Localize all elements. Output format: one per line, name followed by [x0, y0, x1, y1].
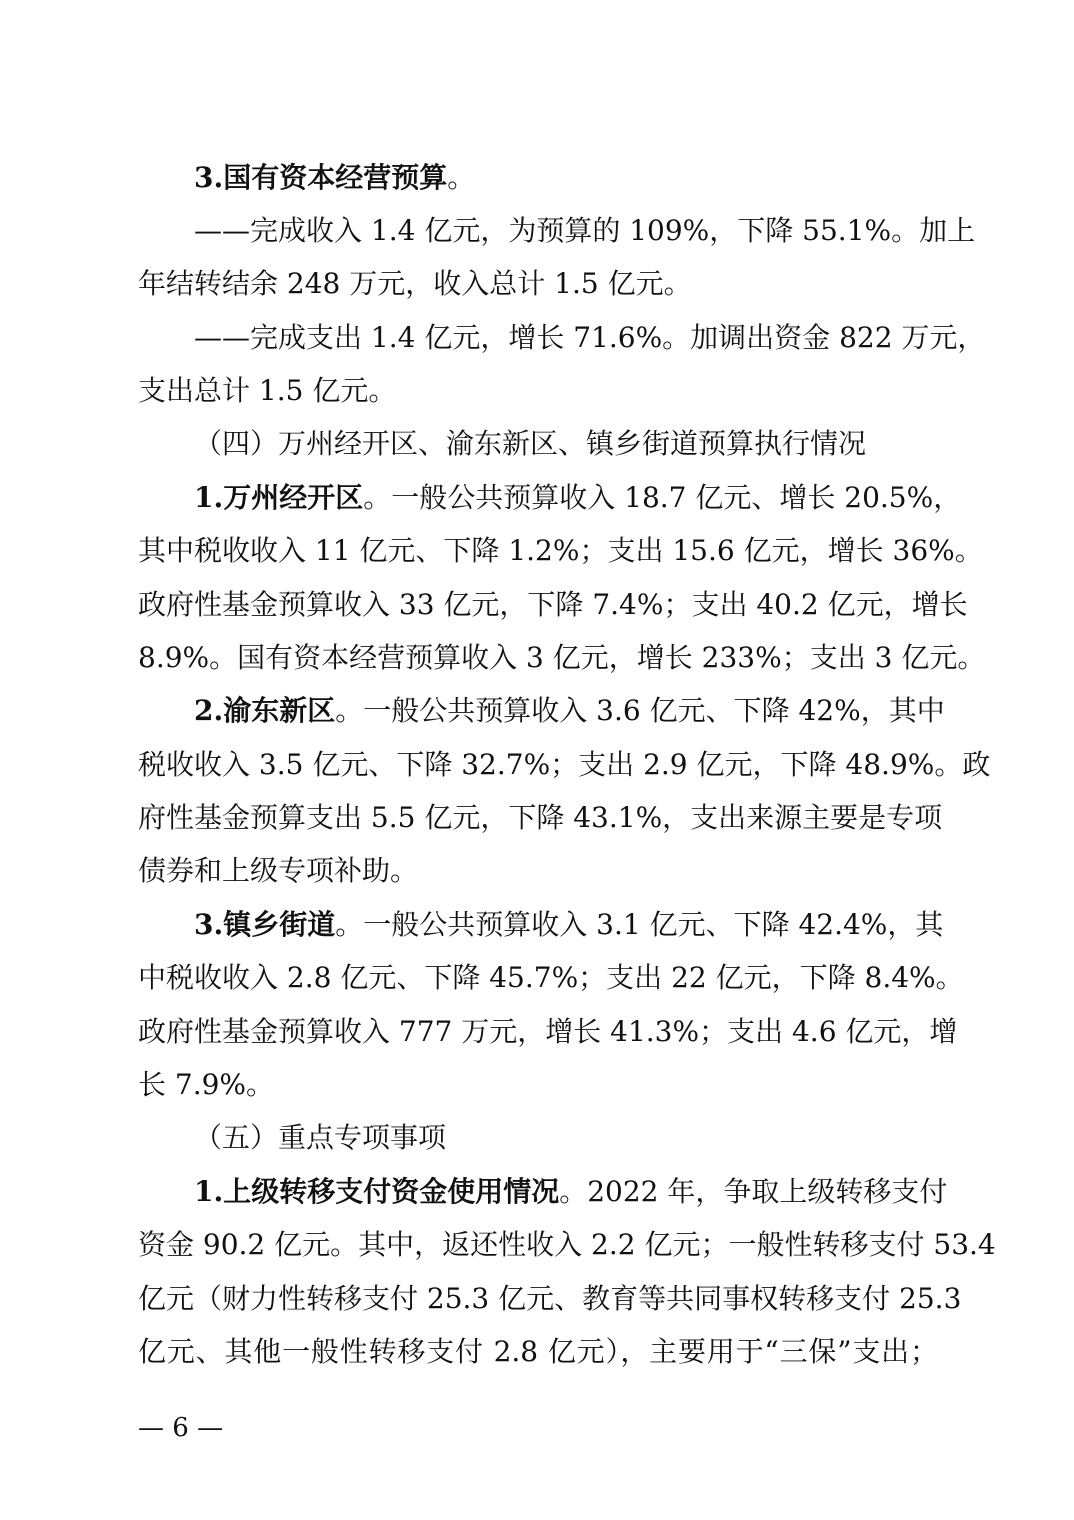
wanzhou-line-2: 其中税收收入 11 亿元、下降 1.2%；支出 15.6 亿元，增长 36%。: [138, 534, 983, 567]
state-capital-expense-line-1: ——完成支出 1.4 亿元，增长 71.6%。加调出资金 822 万元，: [194, 321, 986, 354]
yudong-line-1: [194, 691, 945, 731]
transfer-line-3: 亿元（财力性转移支付 25.3 亿元、教育等共同事权转移支付 25.3: [138, 1282, 962, 1315]
transfer-line-1: [194, 1172, 948, 1212]
yudong-heading: 2.渝东新区: [194, 694, 336, 727]
towns-line-1: [194, 905, 944, 945]
towns-line-1-text: 。一般公共预算收入 3.1 亿元、下降 42.4%，其: [335, 908, 944, 941]
yudong-line-1-text: 。一般公共预算收入 3.6 亿元、下降 42%，其中: [335, 694, 945, 727]
state-capital-heading-tail: 。: [447, 161, 476, 194]
transfer-line-1-text: 。2022 年，争取上级转移支付: [559, 1175, 948, 1208]
yudong-line-3: 府性基金预算支出 5.5 亿元，下降 43.1%，支出来源主要是专项: [138, 801, 943, 834]
yudong-line-4: 债券和上级专项补助。: [138, 854, 419, 887]
transfer-heading: 1.上级转移支付资金使用情况: [194, 1175, 560, 1208]
wanzhou-heading: 1.万州经开区: [194, 481, 364, 514]
wanzhou-line-1-text: 。一般公共预算收入 18.7 亿元、增长 20.5%，: [363, 481, 962, 514]
state-capital-heading: 3.国有资本经营预算: [194, 161, 448, 194]
towns-line-4: 长 7.9%。: [138, 1068, 275, 1101]
state-capital-expense-line-2: 支出总计 1.5 亿元。: [138, 374, 397, 407]
towns-heading: 3.镇乡街道: [194, 908, 336, 941]
part-four-heading: （四）万州经开区、渝东新区、镇乡街道预算执行情况: [194, 427, 867, 460]
part-five-heading: （五）重点专项事项: [194, 1121, 447, 1154]
state-capital-income-line-2: 年结转结余 248 万元，收入总计 1.5 亿元。: [138, 267, 692, 300]
page-number: — 6 —: [138, 1413, 224, 1443]
yudong-line-2: 税收收入 3.5 亿元、下降 32.7%；支出 2.9 亿元，下降 48.9%。政: [138, 748, 991, 781]
wanzhou-line-1: [194, 478, 962, 518]
towns-line-3: 政府性基金预算收入 777 万元，增长 41.3%；支出 4.6 亿元，增: [138, 1015, 958, 1048]
transfer-line-4: 亿元、其他一般性转移支付 2.8 亿元），主要用于“三保”支出；: [138, 1335, 938, 1368]
wanzhou-line-4: 8.9%。国有资本经营预算收入 3 亿元，增长 233%；支出 3 亿元。: [138, 641, 986, 674]
towns-line-2: 中税收收入 2.8 亿元、下降 45.7%；支出 22 亿元，下降 8.4%。: [138, 961, 964, 994]
wanzhou-line-3: 政府性基金预算收入 33 亿元，下降 7.4%；支出 40.2 亿元，增长: [138, 588, 968, 621]
state-capital-income-line-1: ——完成收入 1.4 亿元，为预算的 109%，下降 55.1%。加上: [194, 214, 976, 247]
transfer-line-2: 资金 90.2 亿元。其中，返还性收入 2.2 亿元；一般性转移支付 53.4: [138, 1228, 996, 1261]
state-capital-heading-line: [194, 158, 938, 198]
